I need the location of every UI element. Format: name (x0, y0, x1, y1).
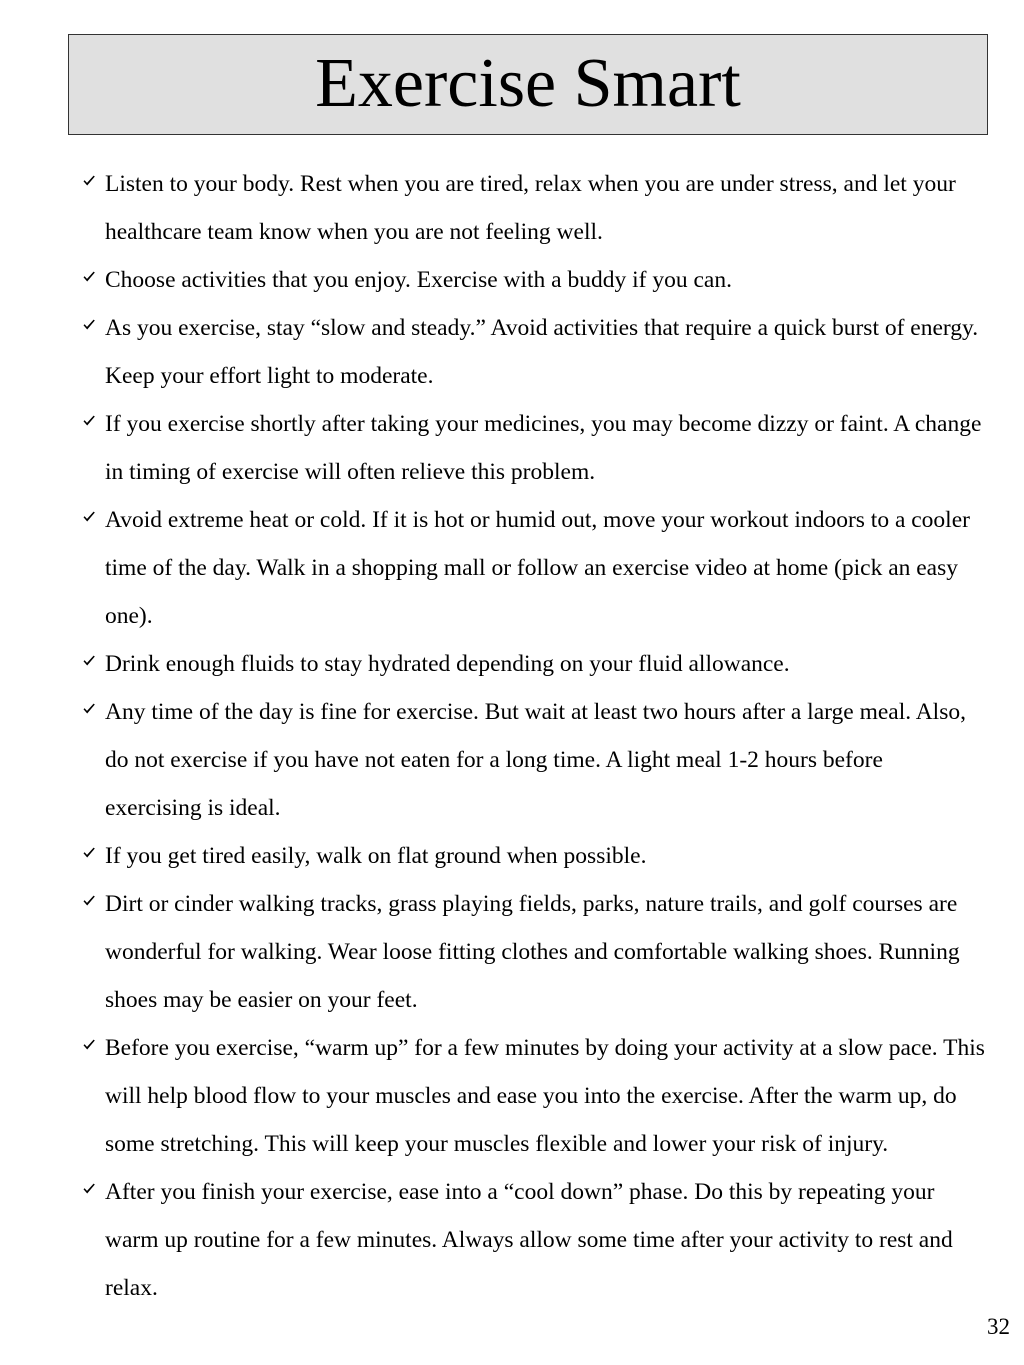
bullet-text: Dirt or cinder walking tracks, grass playing fields, parks, nature trails, and golf courses are wonderful for walking. Wear loose fitting clothes and comfortable walking shoes. Running shoes may be easier on your feet. (105, 891, 960, 1013)
checkmark-icon (82, 894, 96, 908)
list-item (80, 496, 985, 640)
list-item (80, 832, 985, 880)
title-box (68, 34, 988, 135)
bullet-text: If you exercise shortly after taking your medicines, you may become dizzy or faint. A change in timing of exercise will often relieve this problem. (105, 411, 982, 485)
list-item (80, 1168, 985, 1312)
bullet-list (80, 160, 985, 1312)
checkmark-icon (82, 702, 96, 716)
bullet-text: Before you exercise, “warm up” for a few minutes by doing your activity at a slow pace. This will help blood flow to your muscles and ease you into the exercise. After the warm up, do some stretching. This will keep your muscles flexible and lower your risk of injury. (105, 1035, 985, 1157)
list-item (80, 256, 985, 304)
bullet-text: After you finish your exercise, ease into a “cool down” phase. Do this by repeating your warm up routine for a few minutes. Always allow some time after your activity to rest and relax. (105, 1179, 953, 1301)
checkmark-icon (82, 270, 96, 284)
list-item (80, 400, 985, 496)
page-title: Exercise Smart (315, 44, 741, 122)
bullet-text: Drink enough fluids to stay hydrated depending on your fluid allowance. (105, 651, 790, 677)
checkmark-icon (82, 654, 96, 668)
bullet-text: Any time of the day is fine for exercise. But wait at least two hours after a large meal. Also, do not exercise if you have not eaten for a long time. A light meal 1-2 hours before exercising is ideal. (105, 699, 966, 821)
bullet-text: Listen to your body. Rest when you are tired, relax when you are under stress, and let your healthcare team know when you are not feeling well. (105, 171, 956, 245)
checkmark-icon (82, 510, 96, 524)
bullet-text: Choose activities that you enjoy. Exercise with a buddy if you can. (105, 267, 732, 293)
checkmark-icon (82, 1038, 96, 1052)
list-item (80, 688, 985, 832)
checkmark-icon (82, 414, 96, 428)
bullet-text: If you get tired easily, walk on flat ground when possible. (105, 843, 647, 869)
checkmark-icon (82, 1182, 96, 1196)
checkmark-icon (82, 174, 96, 188)
list-item (80, 1024, 985, 1168)
list-item (80, 160, 985, 256)
list-item (80, 640, 985, 688)
list-item (80, 304, 985, 400)
bullet-text: As you exercise, stay “slow and steady.” Avoid activities that require a quick burst of energy. Keep your effort light to moderate. (105, 315, 979, 389)
bullet-text: Avoid extreme heat or cold. If it is hot or humid out, move your workout indoors to a cooler time of the day. Walk in a shopping mall or follow an exercise video at home (pick an easy one). (105, 507, 970, 629)
checkmark-icon (82, 318, 96, 332)
list-item (80, 880, 985, 1024)
page-number: 32 (987, 1314, 1010, 1339)
checkmark-icon (82, 846, 96, 860)
